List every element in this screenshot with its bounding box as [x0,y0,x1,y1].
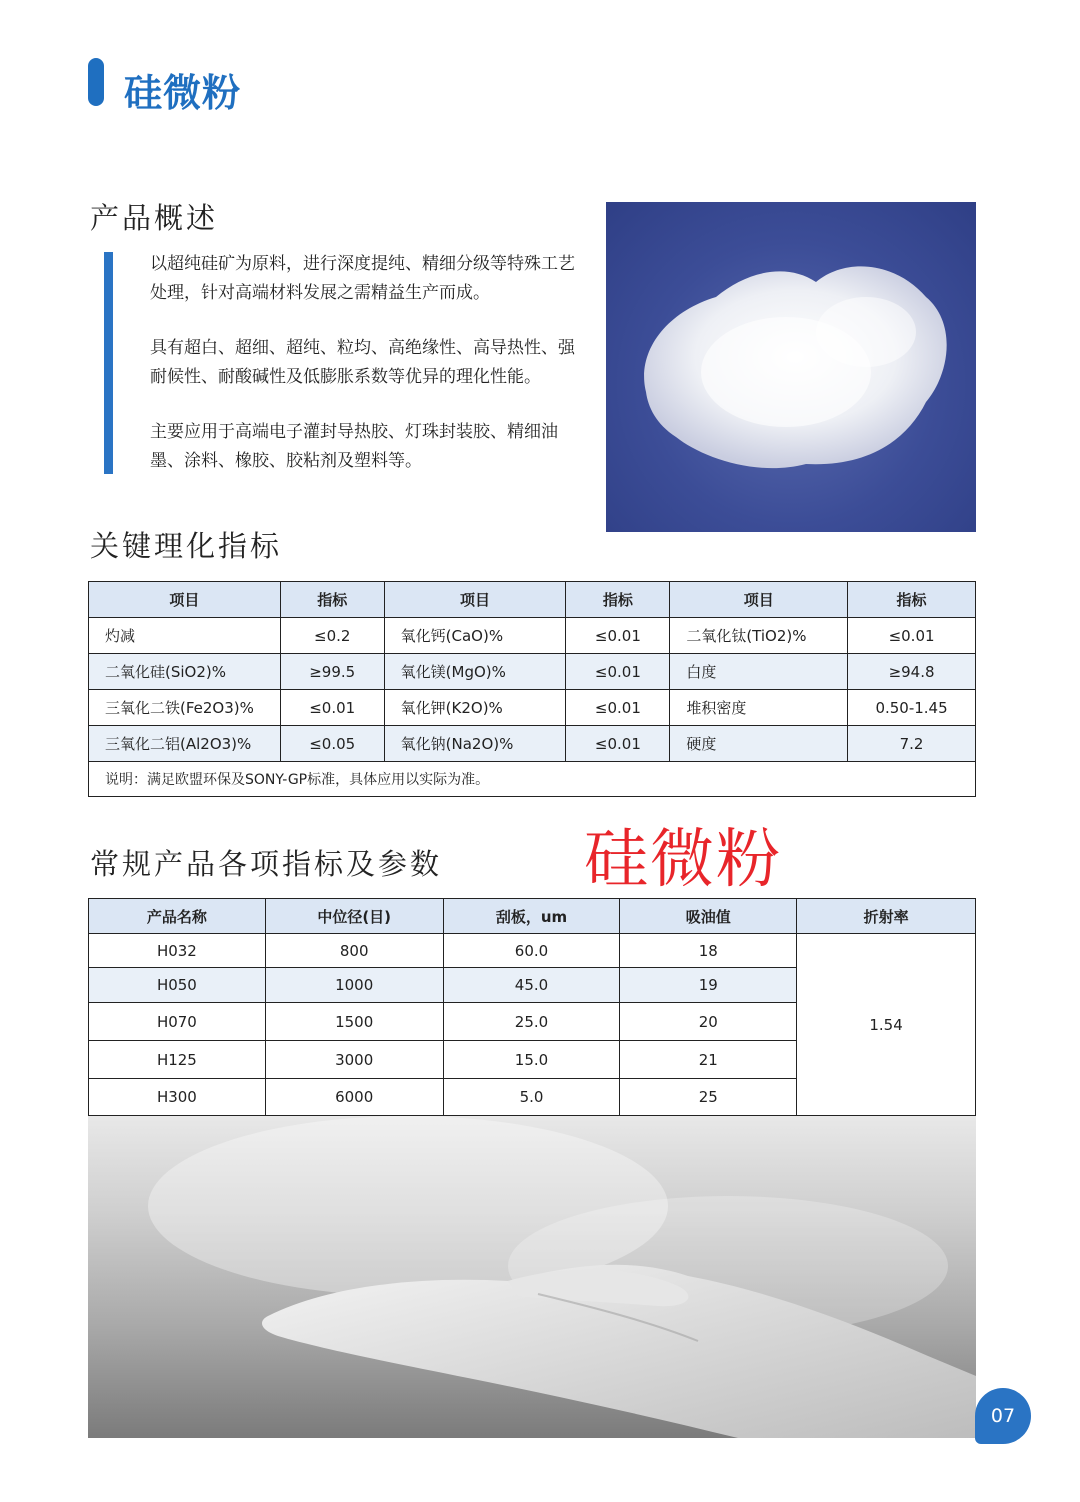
table-cell: ≤0.01 [566,726,670,762]
table-cell: 20 [620,1003,797,1041]
table-header-row [89,899,976,934]
table-cell: 15.0 [443,1041,620,1079]
table-cell: 二氧化硅(SiO2)% [89,654,281,690]
table-cell: H125 [89,1041,266,1079]
silica-powder-photo [606,202,976,532]
column-header: 项目 [384,582,566,618]
table-cell: ≤0.2 [280,618,384,654]
table-cell: H300 [89,1079,266,1116]
table-cell: 二氧化钛(TiO2)% [670,618,848,654]
table-cell: 氧化钠(Na2O)% [384,726,566,762]
table-cell: 45.0 [443,968,620,1003]
table-cell: ≥94.8 [848,654,976,690]
overview-paragraph: 具有超白、超细、超纯、粒均、高绝缘性、高导热性、强耐候性、耐酸碱性及低膨胀系数等优异的理化性能。 [150,338,575,387]
table-row [89,618,976,654]
column-header: 中位径(目) [265,899,443,934]
table-header-row [89,582,976,618]
page-title: 硅微粉 [124,71,242,115]
table-cell: 18 [620,934,797,968]
column-header: 指标 [848,582,976,618]
table-cell: 氧化钙(CaO)% [384,618,566,654]
table-cell: 硬度 [670,726,848,762]
hand-powder-photo [88,1116,976,1438]
table-cell: 灼减 [89,618,281,654]
table-cell: 19 [620,968,797,1003]
table-note: 说明：满足欧盟环保及SONY-GP标准，具体应用以实际为准。 [89,762,976,797]
table-row [89,690,976,726]
products-table [88,898,976,1116]
table-cell: 25 [620,1079,797,1116]
table-note-row [89,762,976,797]
table-cell: H032 [89,934,266,968]
table-cell: 1000 [265,968,443,1003]
table-cell: 6000 [265,1079,443,1116]
table-cell: 800 [265,934,443,968]
table-cell: 3000 [265,1041,443,1079]
table-cell: H050 [89,968,266,1003]
column-header: 项目 [89,582,281,618]
table-cell: 氧化钾(K2O)% [384,690,566,726]
table-cell: 25.0 [443,1003,620,1041]
table-cell: 0.50-1.45 [848,690,976,726]
table-cell: H070 [89,1003,266,1041]
table-cell: ≤0.01 [280,690,384,726]
table-cell: 60.0 [443,934,620,968]
column-header: 指标 [566,582,670,618]
column-header: 吸油值 [620,899,797,934]
table-cell: 1500 [265,1003,443,1041]
overview-paragraph: 以超纯硅矿为原料，进行深度提纯、精细分级等特殊工艺处理，针对高端材料发展之需精益生产而成。 [150,254,575,303]
refractive-index-cell: 1.54 [797,934,976,1116]
table-cell: 白度 [670,654,848,690]
table-cell: ≥99.5 [280,654,384,690]
column-header: 刮板，um [443,899,620,934]
table-row [89,654,976,690]
table-cell: 三氧化二铁(Fe2O3)% [89,690,281,726]
table-cell: 7.2 [848,726,976,762]
table-cell: ≤0.01 [566,618,670,654]
table-row [89,726,976,762]
overview-heading: 产品概述 [90,201,219,235]
red-product-title: 硅微粉 [584,823,782,897]
column-header: 项目 [670,582,848,618]
overview-text [150,250,590,502]
page-number-badge: 07 [975,1388,1031,1444]
table-cell: ≤0.05 [280,726,384,762]
column-header: 折射率 [797,899,976,934]
table-cell: ≤0.01 [566,654,670,690]
column-header: 产品名称 [89,899,266,934]
column-header: 指标 [280,582,384,618]
table-cell: ≤0.01 [566,690,670,726]
overview-paragraph: 主要应用于高端电子灌封导热胶、灯珠封装胶、精细油墨、涂料、橡胶、胶粘剂及塑料等。 [150,422,558,471]
table-cell: 三氧化二铝(Al2O3)% [89,726,281,762]
table-cell: ≤0.01 [848,618,976,654]
table-cell: 21 [620,1041,797,1079]
table-cell: 5.0 [443,1079,620,1116]
key-indicators-table [88,581,976,797]
table-cell: 氧化镁(MgO)% [384,654,566,690]
key-indicators-heading: 关键理化指标 [90,529,283,563]
table-row [89,934,976,968]
table-cell: 堆积密度 [670,690,848,726]
products-heading: 常规产品各项指标及参数 [90,847,443,881]
title-accent-bar [88,58,104,106]
overview-accent-bar [104,252,113,474]
